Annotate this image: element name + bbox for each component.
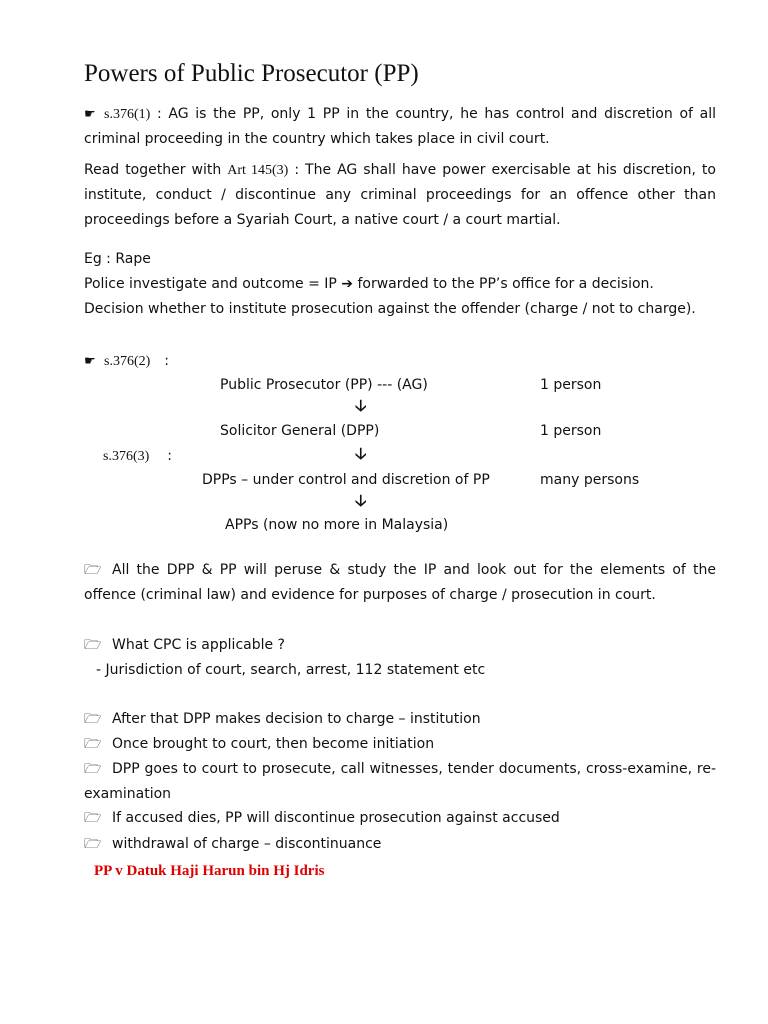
pointing-hand-icon: ☛: [84, 354, 96, 369]
bullet-2: 🗁 What CPC is applicable ?: [84, 633, 716, 658]
para2-line2: institute, conduct / discontinue any criminal proceedings for an offence other than: [84, 187, 716, 203]
article-ref: Art 145(3): [227, 163, 289, 178]
hierarchy-ref-2: s.376(3) :: [103, 448, 172, 464]
folder-icon: 🗁: [84, 637, 102, 653]
section-ref: s.376(1): [104, 107, 151, 122]
bullet-1-line1: 🗁 All the DPP & PP will peruse & study the IP and look out for the elements of the: [84, 558, 716, 583]
arrow-down-icon: 🡣: [355, 491, 367, 510]
para1-line2: criminal proceeding in the country which takes place in civil court.: [84, 131, 550, 147]
para2-line1: Read together with Art 145(3) : The AG shall have power exercisable at his discretion, to: [84, 162, 716, 178]
bullet-5-line1: 🗁 DPP goes to court to prosecute, call witnesses, tender documents, cross-examine, re-: [84, 757, 716, 782]
bullet-1-line2: offence (criminal law) and evidence for purposes of charge / prosecution in court.: [84, 587, 656, 603]
hierarchy-level-apps: APPs (now no more in Malaysia): [225, 517, 449, 533]
bullet-5-line2: examination: [84, 786, 172, 802]
example-line2: Decision whether to institute prosecution against the offender (charge / not to charge).: [84, 301, 696, 317]
bullet-4: 🗁 Once brought to court, then become initiation: [84, 732, 716, 757]
example-label: Eg : Rape: [84, 251, 151, 267]
hierarchy-level-sg: Solicitor General (DPP): [220, 423, 380, 439]
folder-icon: 🗁: [84, 761, 102, 777]
arrow-down-icon: 🡣: [355, 444, 367, 463]
hierarchy-count-dpps: many persons: [540, 472, 640, 488]
hierarchy-level-dpps: DPPs – under control and discretion of PP: [202, 472, 490, 488]
hierarchy-level-pp: Public Prosecutor (PP) --- (AG): [220, 377, 428, 393]
bullet-6: 🗁 If accused dies, PP will discontinue prosecution against accused: [84, 806, 716, 831]
arrow-right-icon: ➔: [341, 276, 354, 292]
folder-icon: 🗁: [84, 810, 102, 826]
bullet-7: 🗁 withdrawal of charge – discontinuance: [84, 832, 716, 857]
page-title: Powers of Public Prosecutor (PP): [84, 60, 419, 87]
case-citation: PP v Datuk Haji Harun bin Hj Idris: [94, 863, 325, 879]
folder-icon: 🗁: [84, 736, 102, 752]
bullet-3: 🗁 After that DPP makes decision to charge – institution: [84, 707, 716, 732]
folder-icon: 🗁: [84, 836, 102, 852]
hierarchy-count-sg: 1 person: [540, 423, 602, 439]
hierarchy-ref-1: ☛ s.376(2) :: [84, 350, 169, 373]
hierarchy-count-pp: 1 person: [540, 377, 602, 393]
arrow-down-icon: 🡣: [355, 396, 367, 415]
folder-icon: 🗁: [84, 562, 102, 578]
example-line1: Police investigate and outcome = IP ➔ forwarded to the PP’s office for a decision.: [84, 276, 654, 292]
bullet-2-sub: - Jurisdiction of court, search, arrest, 112 statement etc: [96, 662, 486, 678]
para1-line1: ☛ s.376(1) : AG is the PP, only 1 PP in the country, he has control and discretion of all: [84, 102, 716, 127]
pointing-hand-icon: ☛: [84, 107, 96, 122]
para2-line3: proceedings before a Syariah Court, a native court / a court martial.: [84, 212, 561, 228]
folder-icon: 🗁: [84, 711, 102, 727]
